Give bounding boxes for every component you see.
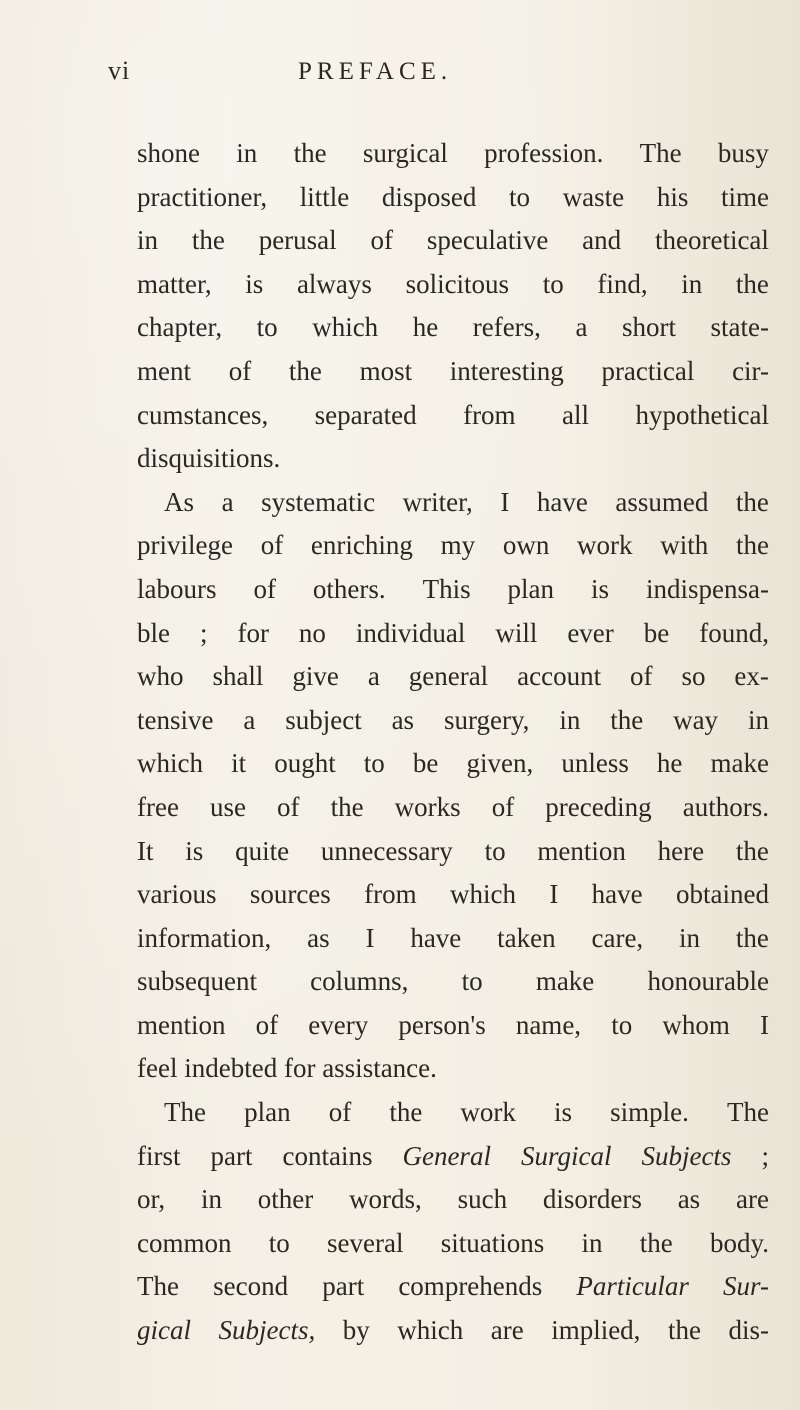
text-line: in the perusal of speculative and theoretical (137, 225, 769, 256)
text-line: tensive a subject as surgery, in the way in (137, 704, 769, 735)
running-head: PREFACE. (298, 58, 453, 85)
text-line: common to several situations in the body. (137, 1227, 769, 1258)
text-line: matter, is always solicitous to find, in the (137, 268, 769, 299)
text-line: cumstances, separated from all hypothetical (137, 399, 769, 430)
text-line: information, as I have taken care, in the (137, 922, 769, 953)
text-line: shone in the surgical profession. The busy (137, 138, 769, 168)
text-line: ble ; for no individual will ever be found, (137, 617, 769, 648)
text-line: mention of every person's name, to whom I (137, 1009, 769, 1040)
text-line: chapter, to which he refers, a short state- (137, 312, 769, 343)
text-line: ment of the most interesting practical cir- (137, 355, 769, 386)
text-line: labours of others. This plan is indispensa- (137, 573, 769, 604)
text-line: As a systematic writer, I have assumed the (164, 486, 769, 517)
preface-body-text (137, 132, 769, 1353)
text-line: various sources from which I have obtained (137, 879, 769, 910)
text-line: gical Subjects, by which are implied, the dis- (137, 1315, 769, 1346)
text-line: The second part comprehends Particular Sur- (137, 1271, 769, 1302)
text-line: first part contains General Surgical Subjects ; (137, 1140, 769, 1171)
text-line: or, in other words, such disorders as are (137, 1184, 769, 1215)
text-line: feel indebted for assistance. (137, 1053, 437, 1084)
text-line: The plan of the work is simple. The (164, 1097, 769, 1128)
text-line: who shall give a general account of so ex- (137, 661, 769, 692)
text-line: practitioner, little disposed to waste his time (137, 181, 769, 212)
text-line: subsequent columns, to make honourable (137, 966, 769, 997)
text-line: It is quite unnecessary to mention here the (137, 835, 769, 866)
text-line: privilege of enriching my own work with the (137, 530, 769, 561)
page-number: vi (108, 56, 131, 85)
text-line: free use of the works of preceding authors. (137, 791, 769, 822)
text-line: disquisitions. (137, 443, 281, 474)
text-line: which it ought to be given, unless he make (137, 748, 769, 779)
